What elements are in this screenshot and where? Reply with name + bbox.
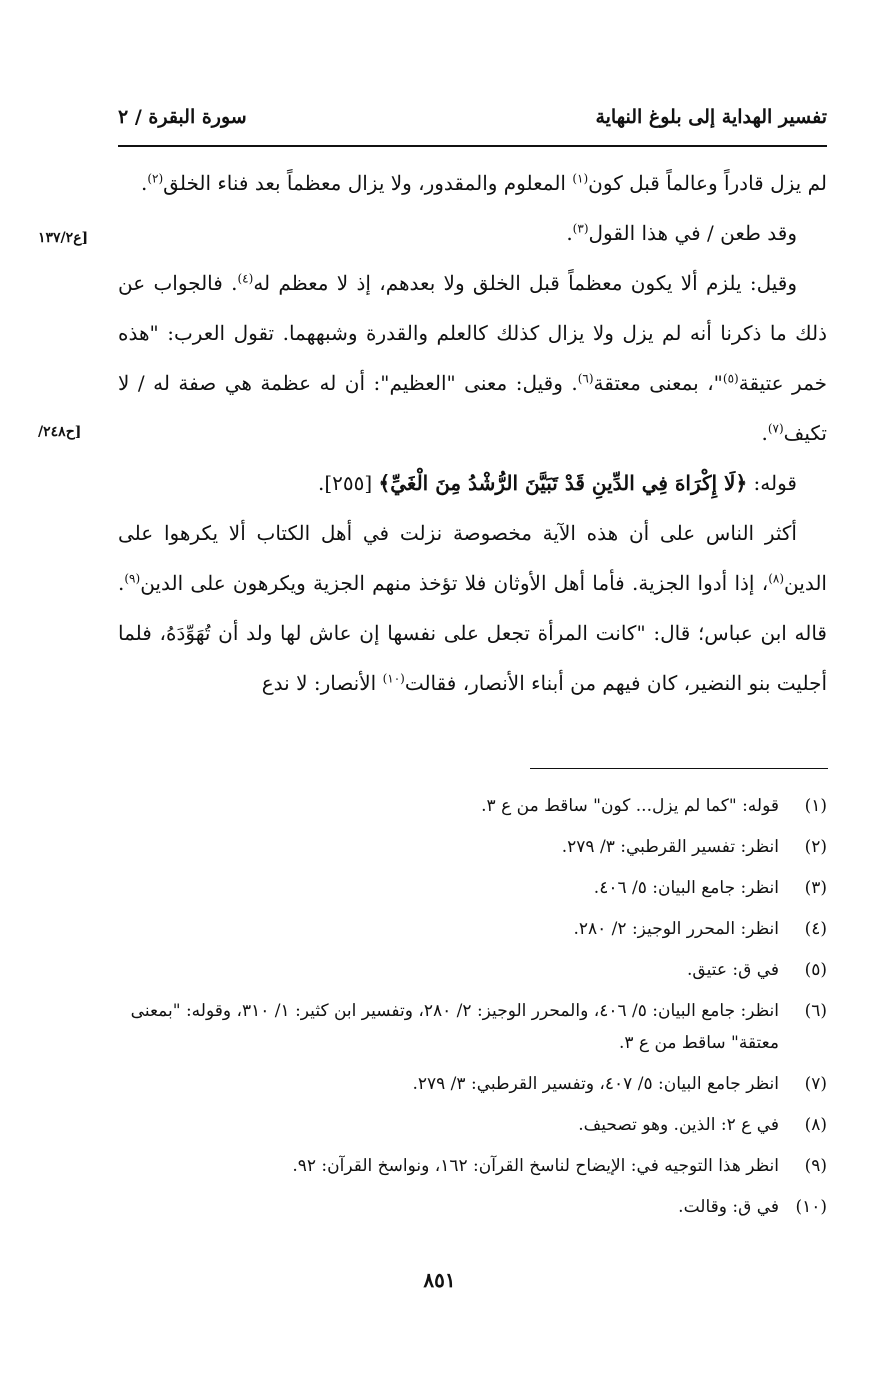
main-text	[118, 158, 827, 708]
text-run: المعلوم والمقدور، ولا يزال معظماً بعد فناء الخلق	[163, 171, 573, 195]
text-run: أكثر الناس على أن هذه الآية مخصوصة نزلت في أهل الكتاب ألا يكرهوا على الدين	[118, 521, 827, 595]
margin-reference-2: [ح٢٤٨/	[38, 424, 82, 440]
footnote-marker[interactable]: (٥)	[722, 371, 739, 386]
text-run: .	[761, 421, 768, 445]
text-run: لم يزل قادراً وعالماً قبل كون	[588, 171, 827, 195]
text-run: وقيل: يلزم ألا يكون معظماً قبل الخلق ولا بعدهم، إذ لا معظم له	[253, 271, 798, 295]
footnote-marker[interactable]: (٩)	[124, 571, 141, 586]
footnote-marker[interactable]: (٢)	[147, 171, 164, 186]
footnote-number: (٦)	[804, 1001, 827, 1021]
footnote-item	[118, 790, 827, 822]
footnote-number: (٨)	[804, 1115, 827, 1135]
text-run: ، إذا أدوا الجزية. فأما أهل الأوثان فلا تؤخذ منهم الجزية ويكرهون على الدين	[140, 571, 769, 595]
footnote-text: انظر هذا التوجيه في: الإيضاح لناسخ القرآن: ١٦٢، ونواسخ القرآن: ٩٢.	[292, 1156, 779, 1176]
paragraph-4-verse	[118, 458, 827, 508]
footnote-item	[118, 995, 827, 1059]
text-run: وقد طعن / في هذا القول	[588, 221, 797, 245]
footnote-text: في ق: عتيق.	[686, 960, 779, 980]
footnote-number: (٧)	[804, 1074, 827, 1094]
footnote-text: انظر: جامع البيان: ٥/ ٤٠٦، والمحرر الوجيز: ٢/ ٢٨٠، وتفسير ابن كثير: ١/ ٣١٠، وقوله: "بمعنى معتقة" ساقط من ع ٣.	[130, 1001, 779, 1053]
paragraph-5	[118, 508, 827, 708]
margin-reference-1: [ع١٣٧/٢	[38, 230, 89, 246]
footnote-item	[118, 954, 827, 986]
quran-verse: ﴿لَا إِكْرَاهَ فِي الدِّينِ قَدْ تَبَيَّنَ الرُّشْدُ مِنَ الْغَيِّ﴾	[378, 471, 748, 495]
text-run: قوله:	[747, 471, 797, 495]
footnote-text: انظر: جامع البيان: ٥/ ٤٠٦.	[593, 878, 779, 898]
footnote-item	[118, 872, 827, 904]
paragraph-2	[118, 208, 827, 258]
footnote-marker[interactable]: (١)	[572, 171, 589, 186]
header-divider	[118, 145, 827, 147]
footnote-item	[118, 1150, 827, 1182]
footnotes	[118, 790, 827, 1232]
footnote-text: قوله: "كما لم يزل... كون" ساقط من ع ٣.	[481, 796, 779, 816]
paragraph-1	[118, 158, 827, 208]
text-run: . وقيل: معنى "العظيم": أن له عظمة هي صفة له / لا تكيف	[118, 371, 827, 445]
verse-number: [٢٥٥].	[317, 471, 379, 495]
footnote-text: انظر جامع البيان: ٥/ ٤٠٧، وتفسير القرطبي: ٣/ ٢٧٩.	[412, 1074, 779, 1094]
running-header	[118, 98, 827, 138]
text-run: "، بمعنى معتقة	[593, 371, 723, 395]
footnote-text: انظر: المحرر الوجيز: ٢/ ٢٨٠.	[573, 919, 779, 939]
footnote-marker[interactable]: (٦)	[577, 371, 594, 386]
footnote-item	[118, 831, 827, 863]
footnote-item	[118, 913, 827, 945]
footnote-text: في ق: وقالت.	[678, 1197, 779, 1217]
footnote-number: (٩)	[804, 1156, 827, 1176]
footnote-marker[interactable]: (٣)	[572, 221, 589, 236]
footnote-item	[118, 1109, 827, 1141]
footnote-divider	[530, 768, 828, 769]
footnote-number: (١٠)	[795, 1197, 827, 1217]
book-title: تفسير الهداية إلى بلوغ النهاية	[595, 106, 827, 128]
footnote-number: (٣)	[804, 878, 827, 898]
footnote-number: (٤)	[804, 919, 827, 939]
footnote-number: (٥)	[804, 960, 827, 980]
text-run: الأنصار: لا ندع	[261, 671, 383, 695]
text-run: . فالجواب عن ذلك ما ذكرنا أنه لم يزل ولا يزال كذلك كالعلم والقدرة وشبههما. تقول العرب: "هذه خمر عتيقة	[118, 271, 828, 395]
footnote-item	[118, 1191, 827, 1223]
text-run: . قاله ابن عباس؛ قال: "كانت المرأة تجعل على نفسها إن عاش لها ولد أن تُهَوِّدَهُ، فلما أجليت بنو النضير، كان فيهم من أبناء الأنصار، فقالت	[118, 571, 827, 695]
footnote-text: في ع ٢: الذين. وهو تصحيف.	[578, 1115, 779, 1135]
footnote-item	[118, 1068, 827, 1100]
text-run: .	[566, 221, 573, 245]
footnote-marker[interactable]: (٧)	[767, 421, 784, 436]
paragraph-3	[118, 258, 827, 458]
text-run: .	[140, 171, 148, 195]
footnote-marker[interactable]: (٤)	[237, 271, 254, 286]
page-number: ٨٥١	[423, 1268, 456, 1292]
footnote-text: انظر: تفسير القرطبي: ٣/ ٢٧٩.	[561, 837, 779, 857]
footnote-number: (١)	[804, 796, 827, 816]
footnote-marker[interactable]: (٨)	[768, 571, 785, 586]
surah-label: سورة البقرة / ٢	[118, 106, 247, 128]
footnote-number: (٢)	[804, 837, 827, 857]
footnote-marker[interactable]: (١٠)	[382, 671, 405, 686]
